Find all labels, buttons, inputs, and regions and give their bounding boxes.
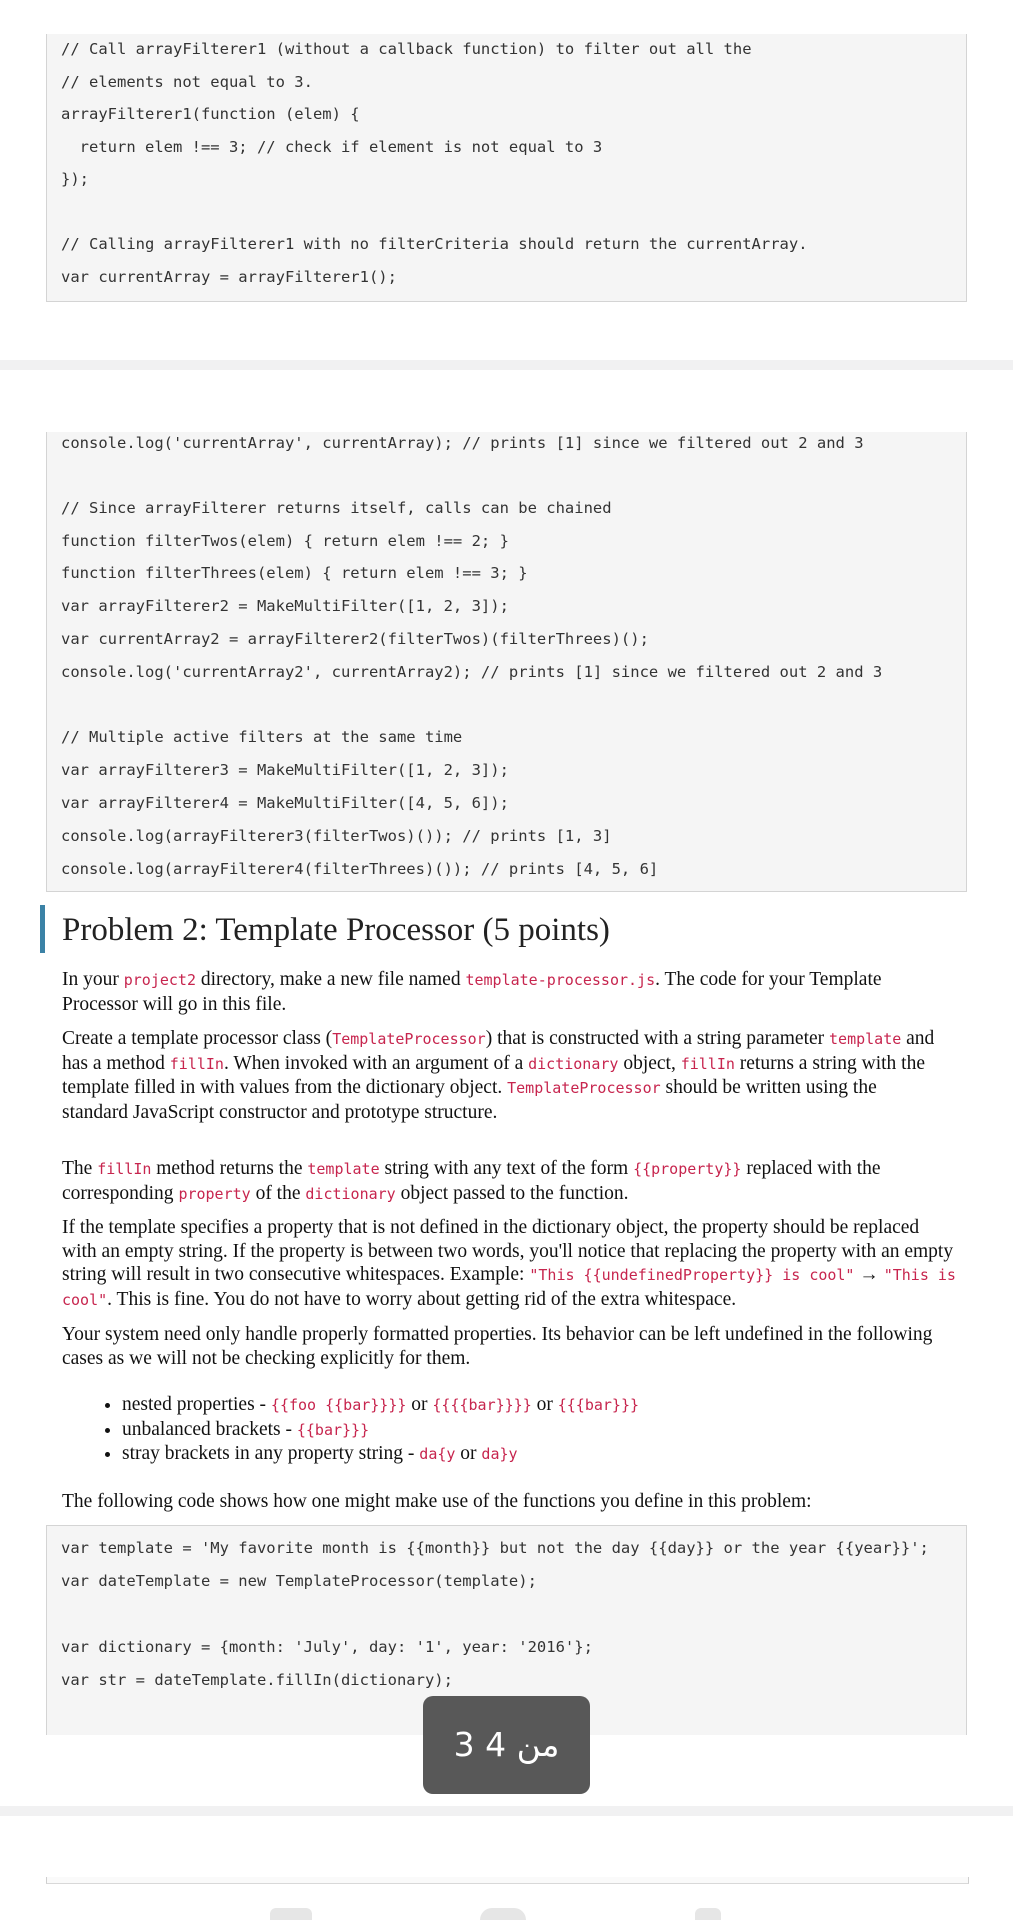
page-separator <box>0 360 1013 370</box>
code-line: var dictionary = {month: 'July', day: '1', year: '2016'}; <box>61 1638 593 1656</box>
code-line: // Call arrayFilterer1 (without a callback function) to filter out all the <box>61 40 752 58</box>
inline-code: project2 <box>123 971 196 989</box>
list-item: • stray brackets in any property string - da{y or da}y <box>122 1442 922 1467</box>
paragraph-6: The following code shows how one might make use of the functions you define in this problem: <box>62 1491 812 1512</box>
code-line: // Since arrayFilterer returns itself, calls can be chained <box>61 499 612 517</box>
code-line: console.log('currentArray', currentArray); // prints [1] since we filtered out 2 and 3 <box>61 434 864 452</box>
nav-bar-hint <box>695 1908 721 1920</box>
code-line: var dateTemplate = new TemplateProcessor(template); <box>61 1572 537 1590</box>
undefined-cases-list <box>92 1393 922 1467</box>
nav-bar-hint <box>480 1908 526 1920</box>
code-line: console.log(arrayFilterer3(filterTwos)()); // prints [1, 3] <box>61 827 612 845</box>
code-line: var str = dateTemplate.fillIn(dictionary); <box>61 1671 453 1689</box>
heading-accent-bar <box>40 905 45 953</box>
inline-code: TemplateProcessor <box>332 1030 486 1048</box>
code-line: return elem !== 3; // check if element is not equal to 3 <box>61 138 603 156</box>
top-strip <box>0 0 1013 34</box>
code-line: var template = 'My favorite month is {{month}} but not the day {{day}} or the year {{year}}'; <box>61 1539 929 1557</box>
code-line: var arrayFilterer2 = MakeMultiFilter([1, 2, 3]); <box>61 597 509 615</box>
code-line: // elements not equal to 3. <box>61 73 313 91</box>
code-line: console.log(arrayFilterer4(filterThrees)()); // prints [4, 5, 6] <box>61 860 659 878</box>
code-line: console.log('currentArray2', currentArray2); // prints [1] since we filtered out 2 and 3 <box>61 663 883 681</box>
paragraph-5: Your system need only handle properly formatted properties. Its behavior can be left undefined in the following cases as we will not be checking explicitly for them. <box>62 1324 933 1369</box>
page-indicator: 3 من 4 <box>423 1696 590 1794</box>
inline-code: TemplateProcessor <box>507 1079 661 1097</box>
inline-code: fillIn <box>680 1054 735 1073</box>
code-line: var currentArray = arrayFilterer1(); <box>61 268 397 286</box>
code-block-2 <box>46 432 967 892</box>
code-line: // Multiple active filters at the same time <box>61 728 463 746</box>
inline-code: dictionary <box>528 1054 619 1073</box>
list-item: • nested properties - {{foo {{bar}}}} or {{{{bar}}}} or {{{bar}}} <box>122 1393 922 1418</box>
code-block-1 <box>46 34 967 302</box>
code-line: // Calling arrayFilterer1 with no filterCriteria should return the currentArray. <box>61 235 808 253</box>
inline-code: dictionary <box>305 1184 396 1203</box>
inline-code: template <box>307 1160 380 1178</box>
code-line: function filterTwos(elem) { return elem !== 2; } <box>61 532 509 550</box>
inline-code: "This is cool" <box>62 1266 956 1309</box>
nav-bar-hint <box>270 1908 312 1920</box>
code-line: var currentArray2 = arrayFilterer2(filterTwos)(filterThrees)(); <box>61 630 649 648</box>
inline-code: fillIn <box>97 1160 152 1178</box>
code-line: }); <box>61 170 89 188</box>
inline-code: template <box>829 1030 902 1048</box>
inline-code: {{property}} <box>633 1160 742 1178</box>
paragraph-4: If the template specifies a property that is not defined in the dictionary object, the property should be replaced with an empty string. If the property is between two words, you'll notice that replacing the property with an empty string will result in two consecutive whitespaces. Example: "This {{undefinedProperty}} is cool" → "This is cool". This is fine. You do not have to worry about getting rid of the extra whitespace. <box>62 1217 956 1310</box>
code-line: arrayFilterer1(function (elem) { <box>61 105 360 123</box>
inline-code: fillIn <box>169 1054 224 1073</box>
paragraph-3: The fillIn method returns the template string with any text of the form {{property}} replaced with the corresponding property of the dictionary object passed to the function. <box>62 1158 881 1204</box>
paragraph-1: In your project2 directory, make a new file named template-processor.js. The code for your Template Processor will go in this file. <box>62 969 882 1015</box>
code-line: var arrayFilterer3 = MakeMultiFilter([1, 2, 3]); <box>61 761 509 779</box>
code-line: var arrayFilterer4 = MakeMultiFilter([4, 5, 6]); <box>61 794 509 812</box>
page-separator <box>0 1806 1013 1816</box>
paragraph-2: Create a template processor class (TemplateProcessor) that is constructed with a string parameter template and has a method fillIn. When invoked with an argument of a dictionary object, fillIn returns a string with the template filled in with values from the dictionary object. TemplateProcessor should be written using the standard JavaScript constructor and prototype structure. <box>62 1028 935 1123</box>
section-heading: Problem 2: Template Processor (5 points) <box>62 912 610 948</box>
list-item: • unbalanced brackets - {{bar}}} <box>122 1418 922 1443</box>
code-line: function filterThrees(elem) { return elem !== 3; } <box>61 564 528 582</box>
inline-code: template-processor.js <box>465 971 656 989</box>
next-page-code-block-edge <box>46 1877 969 1884</box>
inline-code: property <box>178 1184 251 1203</box>
inline-code: "This {{undefinedProperty}} is cool" <box>529 1266 855 1284</box>
